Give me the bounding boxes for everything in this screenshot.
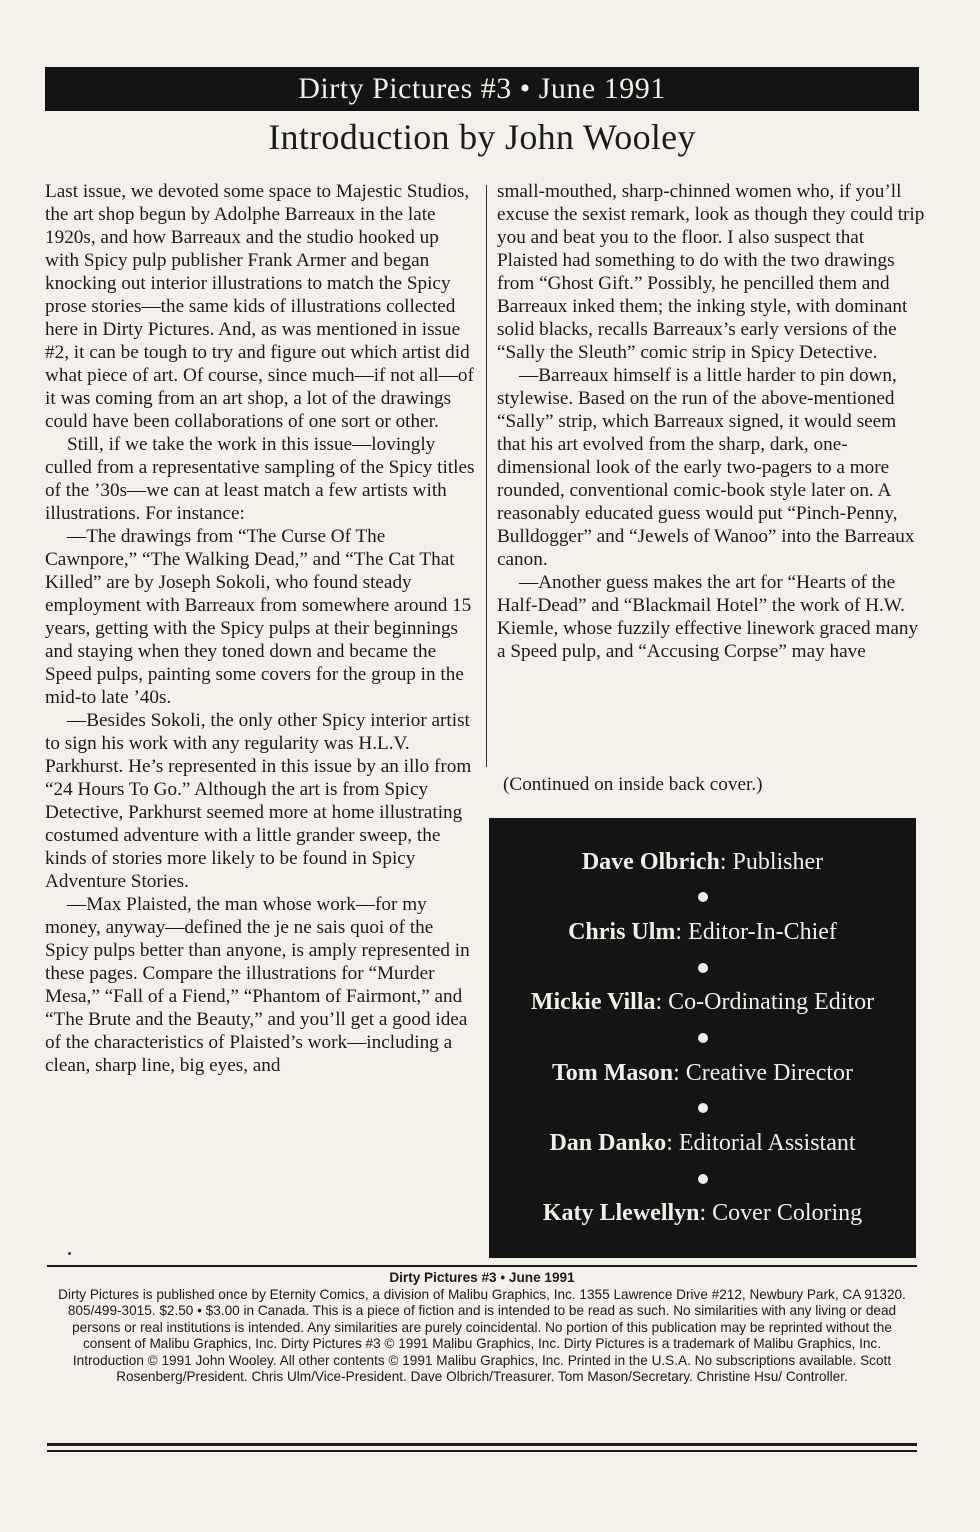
credit-name: Tom Mason	[551, 1059, 674, 1086]
indicia-body: Dirty Pictures is published once by Eternity Comics, a division of Malibu Graphics, Inc. 1355 Lawrence Drive #212, Newbury Park, CA 91320. 805/499-3015. $2.50 • $3.00 in Canada. This is a piece of fiction and is intended to be read as such. No similarities with any living or dead persons or real institutions is intended. Any similarities are purely coincidental. No portion of this publication may be reprinted without the consent of Malibu Graphics, Inc. Dirty Pictures #3 © 1991 Malibu Graphics, Inc. Dirty Pictures is a trademark of Malibu Graphics, Inc. Introduction © 1991 John Wooley. All other contents © 1991 Malibu Graphics, Inc. Printed in the U.S.A. No subscriptions available. Scott Rosenberg/President. Chris Ulm/Vice-President. Dave Olbrich/Treasurer. Tom Mason/Secretary. Christine Hsu/ Controller.	[58, 1286, 906, 1384]
indicia	[47, 1270, 917, 1386]
credit-line	[582, 849, 823, 876]
credit-name: Mickie Villa	[530, 989, 656, 1016]
paragraph: —Barreaux himself is a little harder to pin down, stylewise. Based on the run of the above-mentioned “Sally” strip, which Barreaux signed, it would seem that his art evolved from the sharp, dark, one-dimensional look of the early two-pagers to a more rounded, conventional comic-book style later on. A reasonably educated guess would put “Pinch-Penny, Bulldogger” and “Jewels of Wanoo” into the Barreaux canon.	[497, 365, 915, 570]
paragraph: —Max Plaisted, the man whose work—for my money, anyway—defined the je ne sais quoi of the Spicy pulps better than anyone, is amply represented in these pages. Compare the illustrations for “Murder Mesa,” “Fall of a Fiend,” “Phantom of Fairmont,” and “The Brute and the Beauty,” and you’ll get a good idea of the characteristics of Plaisted’s work—including a clean, sharp line, big eyes, and	[45, 894, 470, 1076]
paragraph: —Another guess makes the art for “Hearts of the Half-Dead” and “Blackmail Hotel” the work of H.W. Kiemle, whose fuzzily effective linework graced many a Speed pulp, and “Accusing Corpse” may have	[497, 572, 919, 662]
paragraph: Last issue, we devoted some space to Majestic Studios, the art shop begun by Adolphe Barreaux in the late 1920s, and how Barreaux and the studio hooked up with Spicy pulp publisher Frank Armer and began knocking out interior illustrations to match the Spicy prose stories—the same kids of illustrations collected here in Dirty Pictures. And, as was mentioned in issue #2, it can be tough to try and figure out which artist did what piece of art. Of course, since much—if not all—of it was coming from an art shop, a lot of the drawings could have been collaborations of one sort or other.	[45, 181, 474, 432]
bottom-rule	[47, 1443, 917, 1446]
credit-name: Katy Llewellyn	[542, 1200, 700, 1227]
credit-line	[543, 1200, 862, 1227]
credit-line	[531, 989, 874, 1016]
right-column	[497, 180, 927, 663]
credit-role: : Co-Ordinating Editor	[655, 989, 875, 1016]
credit-role: : Editorial Assistant	[666, 1129, 856, 1156]
paragraph: —Besides Sokoli, the only other Spicy interior artist to sign his work with any regularity was H.L.V. Parkhurst. He’s represented in this issue by an illo from “24 Hours To Go.” Although the art is from Spicy Detective, Parkhurst seemed more at home illustrating costumed adventure with a little grander sweep, the kinds of stories more likely to be found in Spicy Adventure Stories.	[45, 710, 472, 892]
continued-note: (Continued on inside back cover.)	[503, 774, 763, 795]
bullet-icon	[698, 1174, 708, 1184]
issue-banner: Dirty Pictures #3 • June 1991	[45, 67, 919, 111]
paragraph: Still, if we take the work in this issue—lovingly culled from a representative sampling of the Spicy titles of the ’30s—we can at least match a few artists with illustrations. For instance:	[45, 434, 475, 524]
bullet-icon	[698, 1103, 708, 1113]
print-speck	[68, 1252, 71, 1255]
bullet-icon	[698, 1033, 708, 1043]
credit-role: : Publisher	[719, 848, 824, 875]
credit-name: Dave Olbrich	[581, 848, 720, 875]
credit-role: : Editor-In-Chief	[675, 918, 837, 945]
credit-name: Chris Ulm	[568, 918, 676, 945]
credit-line	[549, 1130, 855, 1157]
left-column	[45, 180, 477, 1077]
credit-line	[568, 919, 837, 946]
credit-line	[552, 1060, 853, 1087]
bottom-rule	[47, 1450, 917, 1452]
column-divider	[486, 185, 487, 767]
paragraph: small-mouthed, sharp-chinned women who, if you’ll excuse the sexist remark, look as though they could trip you and beat you to the floor. I also suspect that Plaisted had something to do with the two drawings from “Ghost Gift.” Possibly, he pencilled them and Barreaux inked them; the inking style, with dominant solid blacks, recalls Barreaux’s early versions of the “Sally the Sleuth” comic strip in Spicy Detective.	[497, 181, 925, 363]
paragraph: —The drawings from “The Curse Of The Cawnpore,” “The Walking Dead,” and “The Cat That Killed” are by Joseph Sokoli, who found steady employment with Barreaux from somewhere around 15 years, getting with the Spicy pulps at their beginnings and staying when they toned down and became the Speed pulps, painting some covers for the group in the mid-to late ’40s.	[45, 526, 472, 708]
bullet-icon	[698, 963, 708, 973]
indicia-title: Dirty Pictures #3 • June 1991	[389, 1270, 575, 1285]
credit-role: : Cover Coloring	[699, 1200, 863, 1227]
bullet-icon	[698, 892, 708, 902]
indicia-top-rule	[47, 1265, 917, 1267]
article-title: Introduction by John Wooley	[268, 117, 696, 157]
credit-name: Dan Danko	[549, 1129, 667, 1156]
credit-role: : Creative Director	[673, 1059, 854, 1086]
credits-box	[489, 818, 916, 1258]
